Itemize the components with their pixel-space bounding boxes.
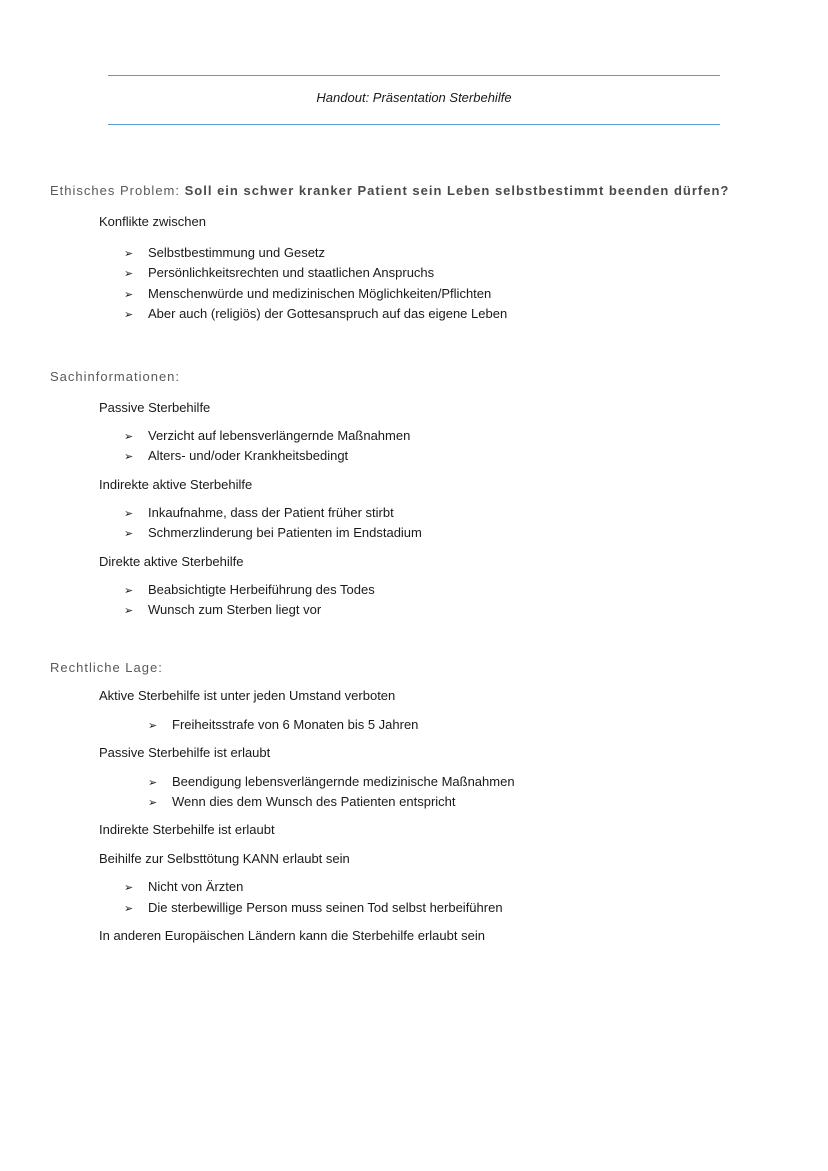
- list-item: ➢ Die sterbewillige Person muss seinen Tod selbst herbeiführen: [124, 900, 503, 915]
- list-item: ➢ Schmerzlinderung bei Patienten im Endstadium: [124, 525, 422, 540]
- legal-indirect: Indirekte Sterbehilfe ist erlaubt: [99, 822, 275, 837]
- list-item: ➢ Wenn dies dem Wunsch des Patienten entspricht: [148, 794, 456, 809]
- legal-passive: Passive Sterbehilfe ist erlaubt: [99, 745, 271, 760]
- ethics-intro: Konflikte zwischen: [99, 214, 206, 229]
- list-item: ➢ Beendigung lebensverlängernde medizinische Maßnahmen: [148, 774, 515, 789]
- legal-assisted: Beihilfe zur Selbsttötung KANN erlaubt sein: [99, 851, 350, 866]
- arrowhead-bullet-icon: ➢: [124, 882, 134, 894]
- arrowhead-bullet-icon: ➢: [124, 903, 134, 915]
- list-item: ➢ Nicht von Ärzten: [124, 879, 244, 894]
- legal-europe: In anderen Europäischen Ländern kann die Sterbehilfe erlaubt sein: [99, 928, 485, 943]
- arrowhead-bullet-icon: ➢: [124, 528, 134, 540]
- list-item: ➢ Alters- und/oder Krankheitsbedingt: [124, 448, 349, 463]
- ethics-heading: [50, 183, 729, 198]
- arrowhead-bullet-icon: ➢: [124, 248, 134, 260]
- facts-heading: Sachinformationen:: [50, 369, 181, 384]
- list-item: ➢ Aber auch (religiös) der Gottesanspruch auf das eigene Leben: [124, 306, 508, 321]
- list-item: ➢ Freiheitsstrafe von 6 Monaten bis 5 Jahren: [148, 717, 419, 732]
- arrowhead-bullet-icon: ➢: [124, 289, 134, 301]
- arrowhead-bullet-icon: ➢: [148, 720, 158, 732]
- list-item: ➢ Wunsch zum Sterben liegt vor: [124, 602, 322, 617]
- document-title: Handout: Präsentation Sterbehilfe: [316, 90, 512, 105]
- list-item: ➢ Menschenwürde und medizinischen Möglichkeiten/Pflichten: [124, 286, 492, 301]
- list-item: ➢ Beabsichtigte Herbeiführung des Todes: [124, 582, 375, 597]
- list-item: ➢ Selbstbestimmung und Gesetz: [124, 245, 326, 260]
- legal-active: Aktive Sterbehilfe ist unter jeden Umstand verboten: [99, 688, 396, 703]
- legal-heading: Rechtliche Lage:: [50, 660, 163, 675]
- arrowhead-bullet-icon: ➢: [124, 451, 134, 463]
- list-item: ➢ Inkaufnahme, dass der Patient früher stirbt: [124, 505, 394, 520]
- list-item: ➢ Persönlichkeitsrechten und staatlichen Anspruchs: [124, 265, 435, 280]
- arrowhead-bullet-icon: ➢: [124, 431, 134, 443]
- group-title: Passive Sterbehilfe: [99, 400, 211, 415]
- group-title: Indirekte aktive Sterbehilfe: [99, 477, 253, 492]
- ethics-question: Soll ein schwer kranker Patient sein Leben selbstbestimmt beenden dürfen?: [184, 183, 730, 198]
- header-top-rule: [108, 75, 720, 76]
- arrowhead-bullet-icon: ➢: [124, 585, 134, 597]
- arrowhead-bullet-icon: ➢: [124, 508, 134, 520]
- group-title: Direkte aktive Sterbehilfe: [99, 554, 244, 569]
- header-bottom-rule: [108, 124, 720, 125]
- arrowhead-bullet-icon: ➢: [124, 268, 134, 280]
- arrowhead-bullet-icon: ➢: [124, 309, 134, 321]
- arrowhead-bullet-icon: ➢: [124, 605, 134, 617]
- list-item: ➢ Verzicht auf lebensverlängernde Maßnahmen: [124, 428, 411, 443]
- ethics-label: Ethisches Problem:: [50, 183, 180, 198]
- arrowhead-bullet-icon: ➢: [148, 777, 158, 789]
- arrowhead-bullet-icon: ➢: [148, 797, 158, 809]
